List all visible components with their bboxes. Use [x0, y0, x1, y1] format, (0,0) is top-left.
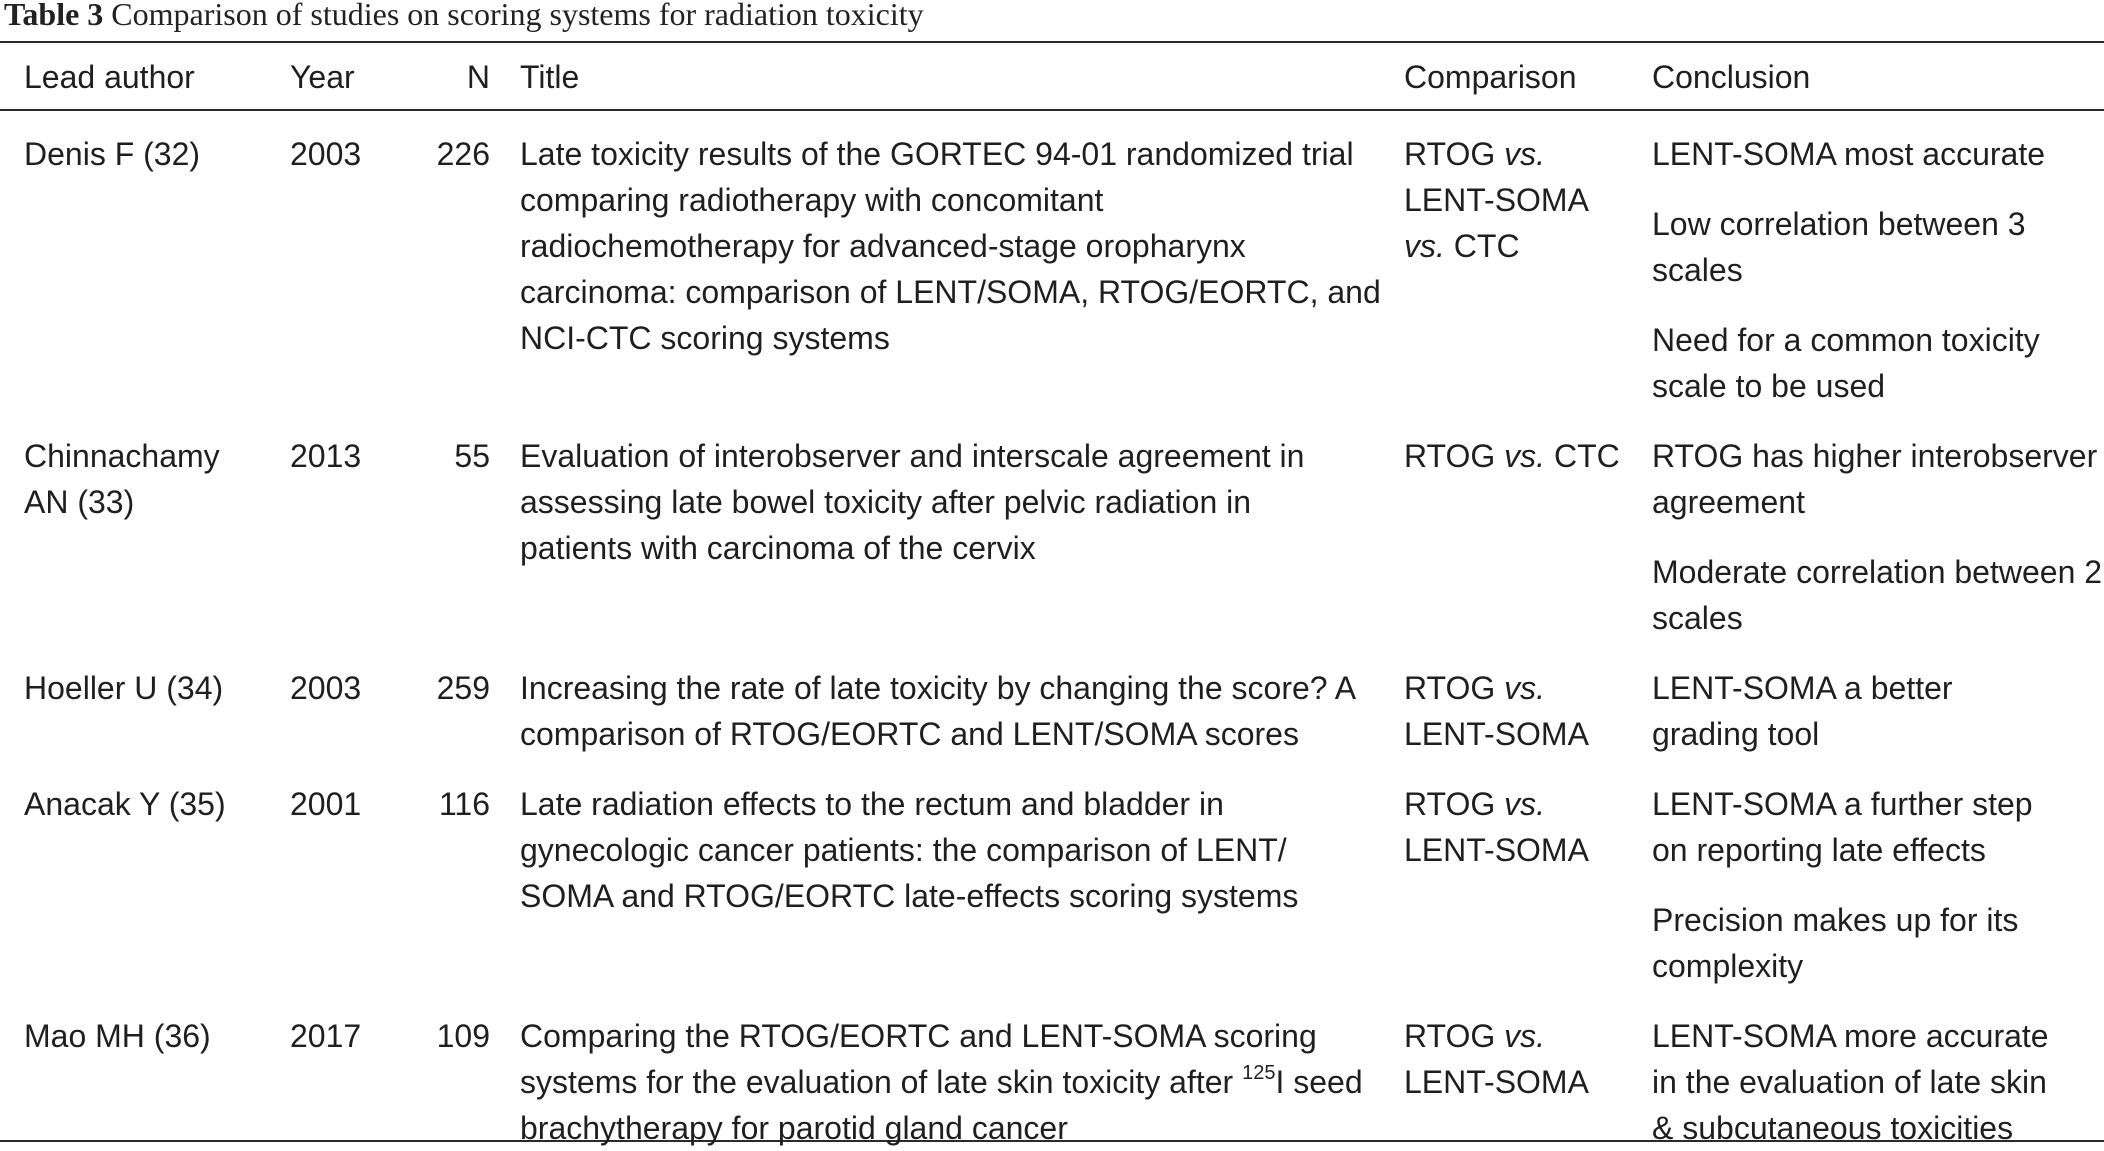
author-name: Chinnachamy: [24, 438, 220, 474]
comparison-scale: LENT-SOMA: [1404, 182, 1589, 218]
table-body: [0, 122, 2104, 1151]
cell-title: [520, 1013, 1404, 1151]
cell-n: 259: [436, 670, 490, 706]
table-caption-text: Comparison of studies on scoring systems for radiation toxicity: [111, 0, 924, 32]
cell-author: Hoeller U (34): [24, 670, 224, 706]
cell-conclusion: [1652, 433, 2104, 665]
cell-title: Increasing the rate of late toxicity by changing the score? A comparison of RTOG/EORTC and LENT/SOMA scores: [520, 670, 1355, 752]
comparison-scale: RTOG: [1404, 670, 1496, 706]
conclusion-item: Moderate correlation between 2 scales: [1652, 554, 2103, 636]
cell-comparison: [1404, 665, 1652, 781]
comparison-scale: RTOG: [1404, 438, 1496, 474]
vs-label: vs.: [1404, 228, 1445, 264]
comparison-scale: RTOG: [1404, 786, 1496, 822]
cell-title: Evaluation of interobserver and interscale agreement in assessing late bowel toxicity after pelvic radiation in patients with carcinoma of the cervix: [520, 438, 1305, 566]
conclusion-item: LENT-SOMA a better grading tool: [1652, 670, 1953, 752]
cell-year: 2003: [290, 136, 362, 172]
conclusion-item: RTOG has higher interobserver agreement: [1652, 438, 2098, 520]
isotope-superscript: 125: [1242, 1062, 1276, 1084]
cell-conclusion: [1652, 122, 2104, 433]
cell-author: [0, 433, 268, 665]
table-row: [0, 781, 2104, 1013]
cell-comparison: [1404, 1013, 1652, 1151]
author-name-cont: AN (33): [24, 484, 135, 520]
comparison-scale: LENT-SOMA: [1404, 716, 1589, 752]
header-n: N: [466, 59, 490, 95]
cell-n: 116: [438, 786, 490, 822]
vs-label: vs.: [1504, 1018, 1546, 1054]
cell-comparison: [1404, 433, 1652, 665]
cell-year: 2013: [290, 438, 362, 474]
cell-title: Late toxicity results of the GORTEC 94-01 randomized trial comparing radiotherapy with concomitant radiochemotherapy for advanced-stage oropharynx carcinoma: comparison of LENT/SOMA, RTOG/EORTC, and NCI-CTC scoring systems: [520, 136, 1381, 356]
cell-title: Late radiation effects to the rectum and bladder in gynecologic cancer patients: the comparison of LENT/ SOMA and RTOG/EORTC late-effects scoring systems: [520, 786, 1299, 914]
conclusion-item: Need for a common toxicity scale to be used: [1652, 322, 2040, 404]
conclusion-item: LENT-SOMA a further step on reporting late effects: [1652, 786, 2033, 868]
cell-conclusion: [1652, 781, 2104, 1013]
conclusion-item: LENT-SOMA more accurate in the evaluation of late skin & subcutaneous toxicities: [1652, 1018, 2049, 1146]
header-title: Title: [520, 59, 580, 95]
cell-comparison: [1404, 122, 1652, 433]
author-name: Denis F (32): [24, 136, 201, 172]
conclusion-item: LENT-SOMA most accurate: [1652, 136, 2046, 172]
table-row: [0, 1013, 2104, 1151]
title-text: Comparing the RTOG/EORTC and LENT-SOMA scoring systems for the evaluation of late skin toxicity after: [520, 1018, 1317, 1100]
vs-label: vs.: [1504, 670, 1546, 706]
comparison-scale: LENT-SOMA: [1404, 832, 1589, 868]
vs-label: vs.: [1504, 136, 1546, 172]
comparison-scale: CTC: [1553, 438, 1620, 474]
comparison-scale: RTOG: [1404, 136, 1496, 172]
vs-label: vs.: [1504, 438, 1546, 474]
vs-label: vs.: [1504, 786, 1546, 822]
cell-author: [0, 122, 268, 433]
comparison-scale: RTOG: [1404, 1018, 1496, 1054]
cell-year: 2017: [290, 1018, 362, 1054]
conclusion-item: Low correlation between 3 scales: [1652, 206, 2026, 288]
cell-n: 55: [454, 438, 490, 474]
header-comparison: Comparison: [1404, 59, 1577, 95]
table-header: [0, 0, 2104, 122]
header-lead-author: Lead author: [24, 59, 195, 95]
cell-conclusion: [1652, 1013, 2104, 1151]
conclusion-item: Precision makes up for its complexity: [1652, 902, 2019, 984]
table-caption-label: Table 3: [4, 0, 104, 32]
cell-year: 2003: [290, 670, 362, 706]
cell-year: 2001: [290, 786, 362, 822]
comparison-scale: CTC: [1453, 228, 1520, 264]
cell-n: 109: [436, 1018, 490, 1054]
header-conclusion: Conclusion: [1652, 59, 1811, 95]
cell-author: Anacak Y (35): [24, 786, 226, 822]
table-row: [0, 433, 2104, 665]
cell-conclusion: [1652, 665, 2104, 781]
comparison-scale: LENT-SOMA: [1404, 1064, 1589, 1100]
title-text-cont: I seed brachytherapy for parotid gland cancer: [520, 1064, 1363, 1146]
cell-author: Mao MH (36): [24, 1018, 211, 1054]
table-row: [0, 665, 2104, 781]
table-row: [0, 122, 2104, 433]
header-year: Year: [290, 59, 355, 95]
cell-comparison: [1404, 781, 1652, 1013]
cell-n: 226: [436, 136, 490, 172]
